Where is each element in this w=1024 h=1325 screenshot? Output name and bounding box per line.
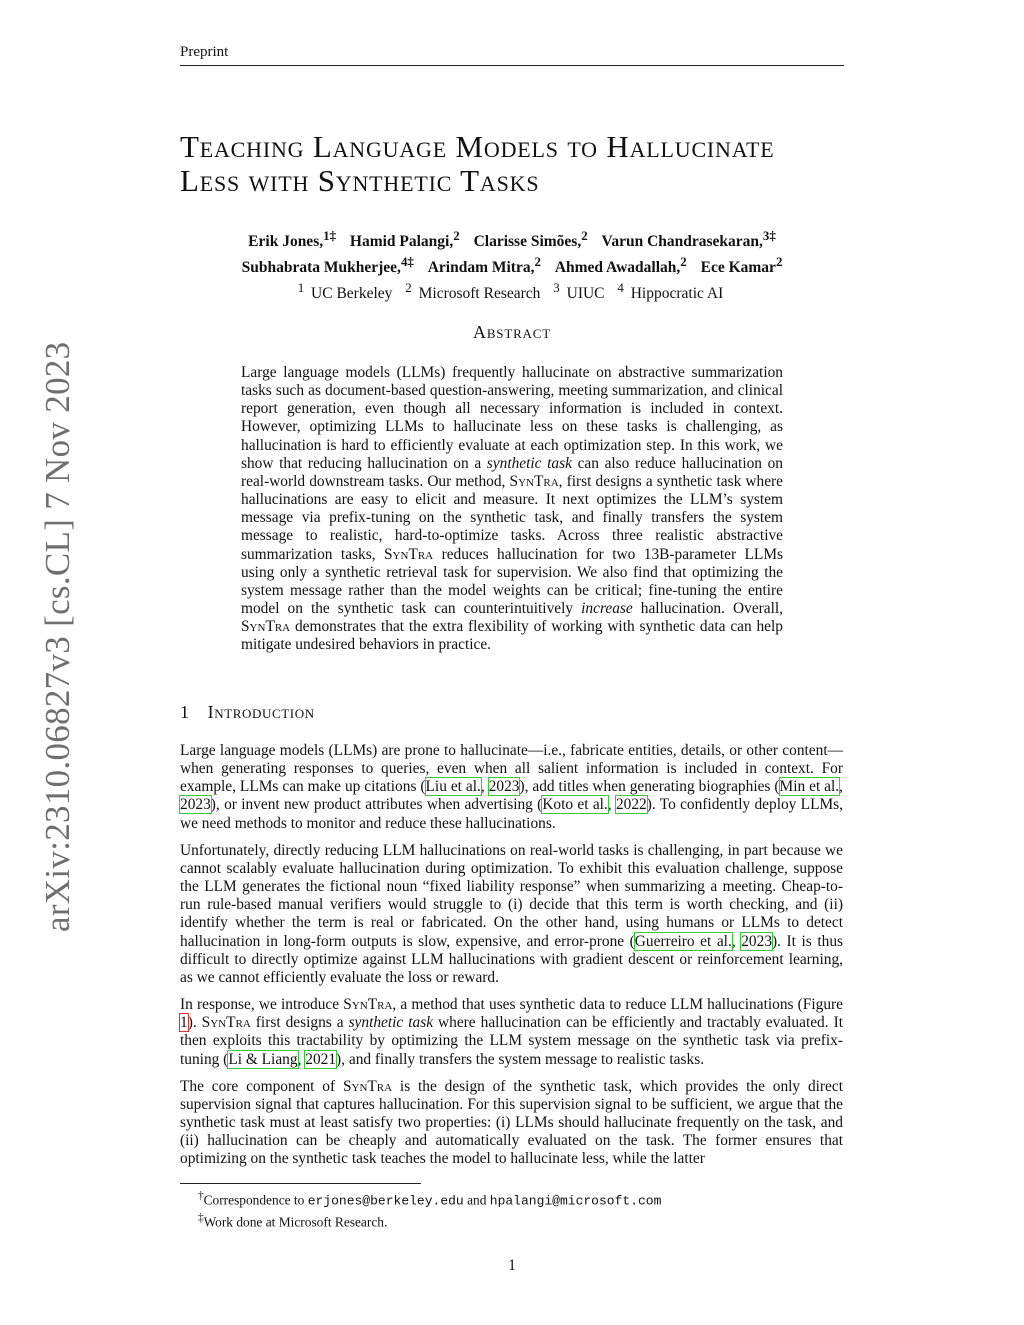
arxiv-stamp: arXiv:2310.06827v3 [cs.CL] 7 Nov 2023 xyxy=(38,341,77,932)
citation-link[interactable]: Min et al. xyxy=(779,778,840,796)
abstract-heading: Abstract xyxy=(473,322,551,342)
affiliation: $^4$ Hippocratic AI xyxy=(617,280,724,303)
author-line-2 xyxy=(180,252,844,278)
citation-link[interactable]: Li & Liang xyxy=(228,1050,298,1068)
footnote-correspondence: †Correspondence to erjones@berkeley.edu and hpalangi@microsoft.com xyxy=(198,1190,662,1209)
section-heading-introduction xyxy=(180,702,844,723)
author: Erik Jones,$^{1\ddagger}$ xyxy=(248,228,337,251)
footnote-work-done: ‡Work done at Microsoft Research. xyxy=(198,1211,388,1230)
author: Hamid Palangi,$^2$ xyxy=(349,228,460,251)
section-number: 1 xyxy=(180,702,190,722)
email-link[interactable]: hpalangi@microsoft.com xyxy=(489,1193,662,1209)
running-header xyxy=(180,44,844,66)
author-line-1 xyxy=(180,226,844,252)
citation-year-link[interactable]: 2021 xyxy=(305,1050,337,1068)
paragraph: In response, we introduce SynTra, a method that uses synthetic data to reduce LLM hallucinations (Figure 1). SynTra first designs a synthetic task where hallucination can be efficiently and tractably evaluated. It then exploits this tractability by optimizing the LLM system message on the synthetic task via prefix-tuning (Li & Liang, 2021), and finally transfers the system message to realistic tasks. xyxy=(180,996,843,1068)
footnote-rule xyxy=(180,1183,421,1184)
citation-year-link[interactable]: 2022 xyxy=(615,796,647,814)
paragraph: Unfortunately, directly reducing LLM hallucinations on real-world tasks is challenging, in part because we cannot scalably evaluate hallucination during optimization. To exhibit this evaluation challenge, suppose the LLM generates the fictional noun “fixed liability response” when summarizing a meeting. Cheap-to-run rule-based manual verifiers would struggle to (i) decide that this term is worth checking, and (ii) identify whether the term is real or fabricated. On the other hand, using humans or LLMs to detect hallucination in long-form outputs is slow, expensive, and error-prone (Guerreiro et al., 2023). It is thus difficult to directly optimize against LLM hallucinations with gradient descent or reinforcement learning, as we cannot efficiently evaluate the loss or reward. xyxy=(180,841,843,986)
affiliation: $^2$ Microsoft Research xyxy=(405,280,541,303)
affiliation: $^3$ UIUC xyxy=(553,280,605,303)
author-block xyxy=(180,226,844,304)
affiliation: $^1$ UC Berkeley xyxy=(297,280,393,303)
citation-year-link[interactable]: 2023 xyxy=(488,778,520,796)
affiliations xyxy=(180,278,844,304)
header-rule xyxy=(180,65,844,66)
author: Varun Chandrasekaran,$^{3\ddagger}$ xyxy=(601,228,776,251)
author: Ahmed Awadallah,$^2$ xyxy=(554,254,687,277)
author: Subhabrata Mukherjee,$^{4\ddagger}$ xyxy=(241,254,414,277)
section-title: Introduction xyxy=(207,702,315,722)
title-line-2: Less with Synthetic Tasks xyxy=(180,163,540,198)
citation-year-link[interactable]: 2023 xyxy=(180,796,211,814)
title-line-1: Teaching Language Models to Hallucinate xyxy=(180,129,775,164)
paper-title xyxy=(180,130,860,198)
citation-link[interactable]: Liu et al. xyxy=(425,778,481,796)
citation-link[interactable]: Guerreiro et al. xyxy=(634,932,732,950)
abstract-text: Large language models (LLMs) frequently hallucinate on abstractive summarization tasks such as document-based question-answering, meeting summarization, and clinical report generation, even though all necessary information is included in context. However, optimizing LLMs to hallucinate less on these tasks is challenging, as hallucination is hard to efficiently evaluate at each optimization step. In this work, we show that reducing hallucination on a synthetic task can also reduce hallucination on real-world downstream tasks. Our method, SynTra, first designs a synthetic task where hallucinations are easy to elicit and measure. It next optimizes the LLM’s system message via prefix-tuning on the synthetic task, and finally transfers the system message to realistic, hard-to-optimize tasks. Across three realistic abstractive summarization tasks, SynTra reduces hallucination for two 13B-parameter LLMs using only a synthetic retrieval task for supervision. We also find that optimizing the system message rather than the model weights can be critical; fine-tuning the entire model on the synthetic task can counterintuitively increase hallucination. Overall, SynTra demonstrates that the extra flexibility of working with synthetic data can help mitigate undesired behaviors in practice. xyxy=(241,364,784,654)
footnotes xyxy=(198,1188,661,1231)
introduction-body xyxy=(180,742,843,1177)
paragraph: The core component of SynTra is the design of the synthetic task, which provides the only direct supervision signal that captures hallucination. For this supervision signal to be sufficient, we argue that the synthetic task must at least satisfy two properties: (i) LLMs should hallucinate frequently on the task, and (ii) hallucination can be cheaply and automatically evaluated on the task. The former ensures that optimizing on the synthetic task teaches the model to hallucinate less, while the latter xyxy=(180,1077,843,1168)
citation-link[interactable]: Koto et al. xyxy=(542,796,608,814)
page-number: 1 xyxy=(508,1257,516,1274)
running-head-text: Preprint xyxy=(180,44,229,60)
citation-year-link[interactable]: 2023 xyxy=(741,932,773,950)
paragraph: Large language models (LLMs) are prone to hallucinate—i.e., fabricate entities, details, or other content—when generating responses to queries, even when all salient information is included in context. For example, LLMs can make up citations (Liu et al., 2023), add titles when generating biographies (Min et al., 2023), or invent new product attributes when advertising (Koto et al., 2022). To confidently deploy LLMs, we need methods to monitor and reduce these hallucinations. xyxy=(180,742,843,832)
email-link[interactable]: erjones@berkeley.edu xyxy=(307,1193,464,1209)
figure-reference-link[interactable]: 1 xyxy=(180,1014,188,1032)
author: Ece Kamar$^2$ xyxy=(700,254,783,277)
author: Clarisse Simões,$^2$ xyxy=(473,228,588,251)
author: Arindam Mitra,$^2$ xyxy=(427,254,541,277)
